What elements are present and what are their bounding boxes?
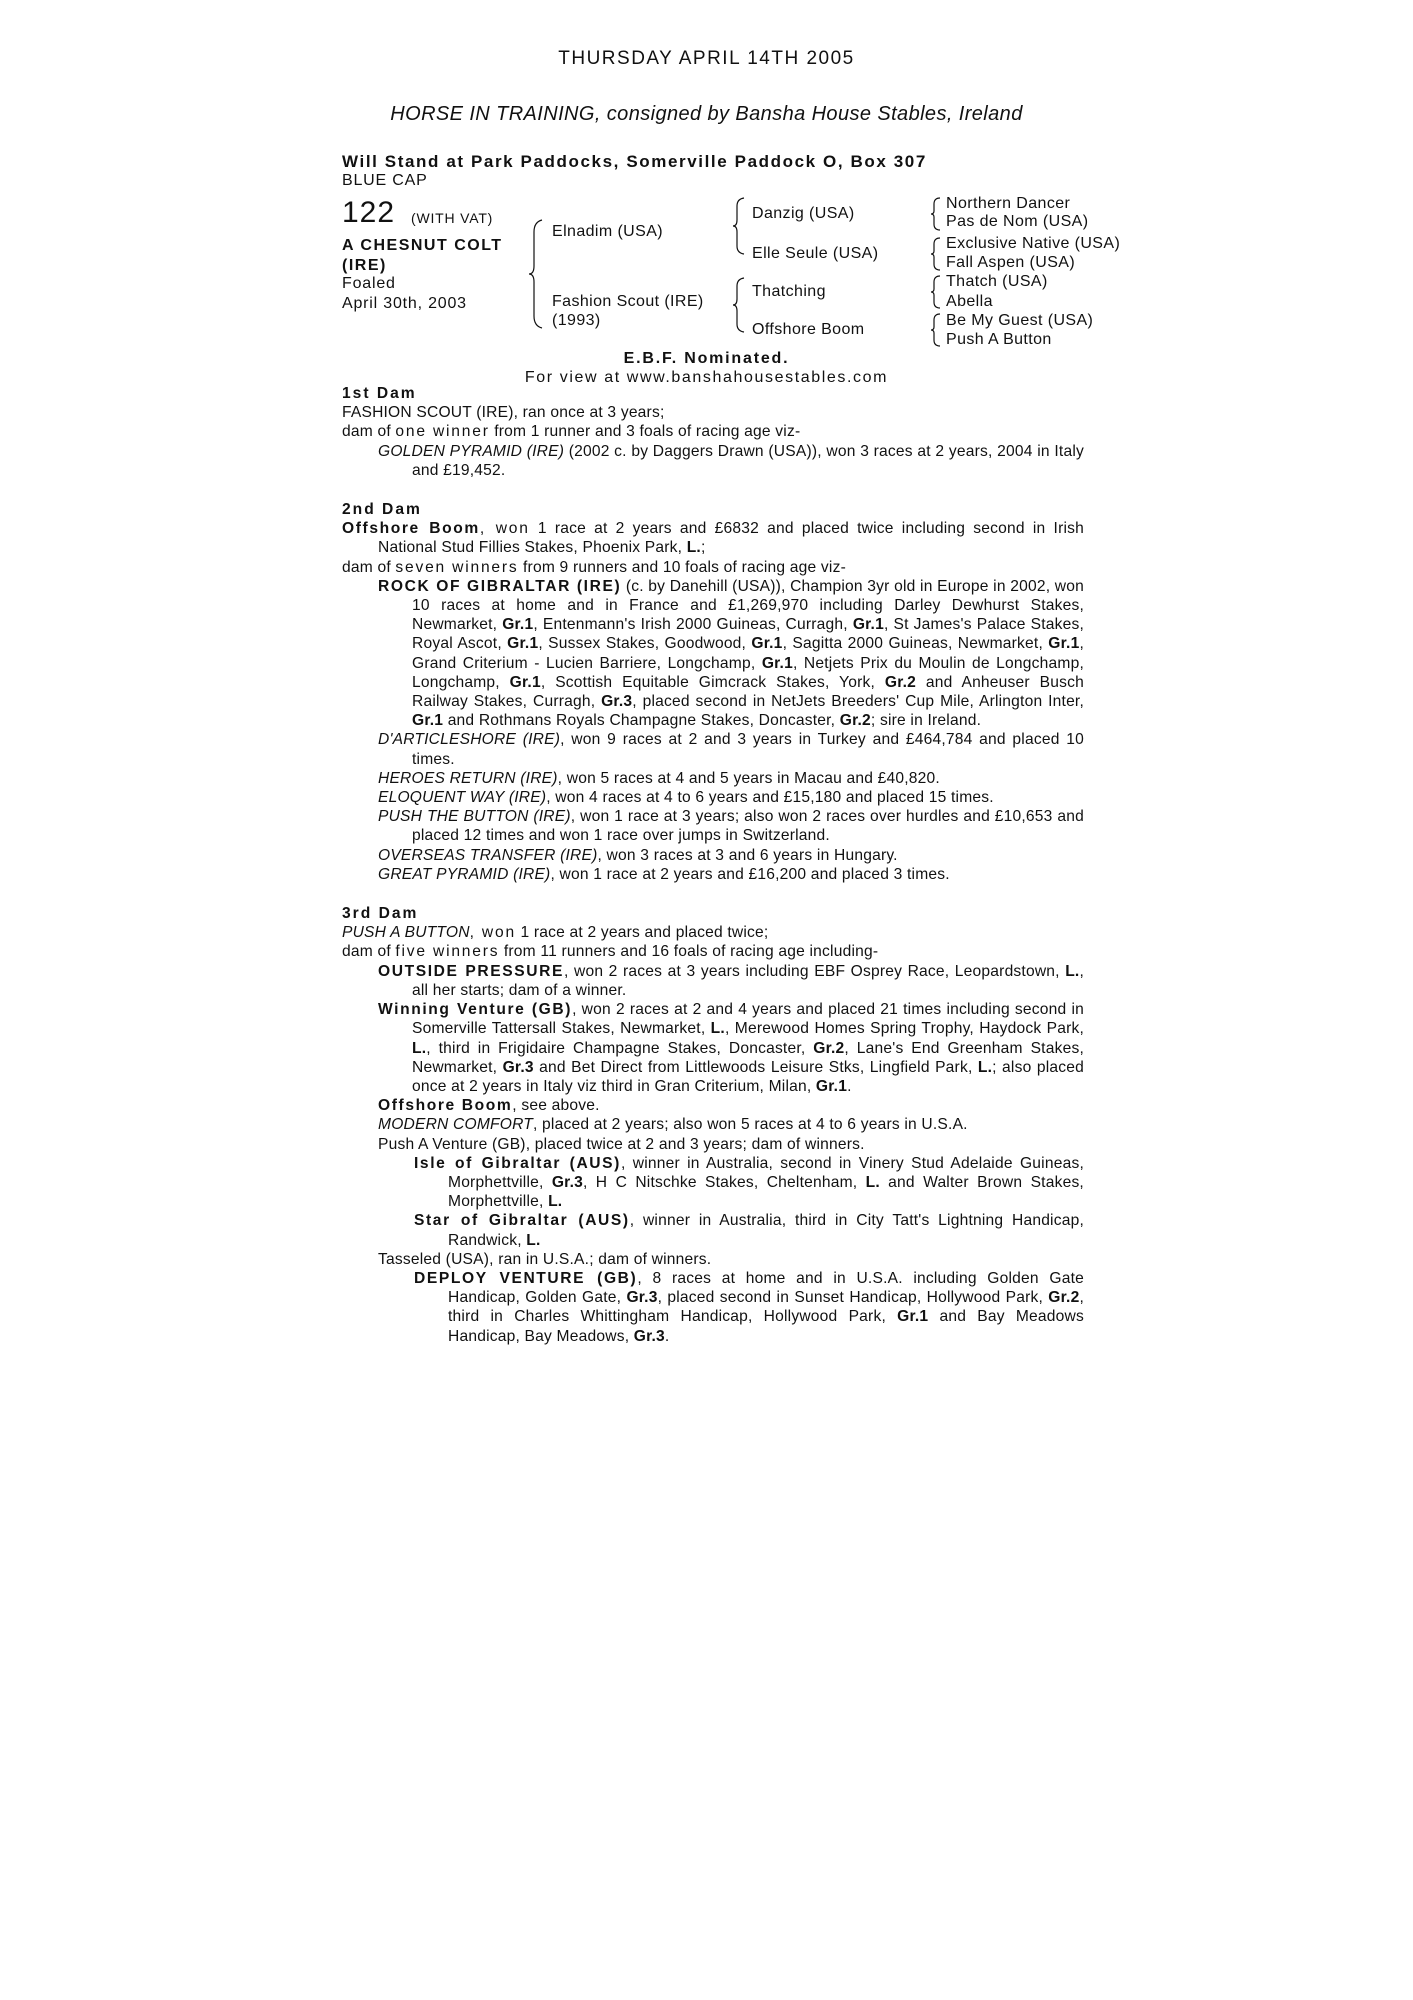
third-dam-produce: dam of five winners from 11 runners and 16 foals of racing age including- [342,943,879,961]
produce-entry: ROCK OF GIBRALTAR (IRE) (c. by Danehill (USA)), Champion 3yr old in Europe in 2002, won 10 races at home and in France and £1,269,970 including Darley Dewhurst Stakes, Newmarket, Gr.1, Entenmann's Irish 2000 Guineas, Curragh, Gr.1, St James's Palace Stakes, Royal Ascot, Gr.1, Sussex Stakes, Goodwood, Gr.1, Sagitta 2000 Guineas, Newmarket, Gr.1, Grand Criterium - Lucien Barriere, Longchamp, Gr.1, Netjets Prix du Moulin de Longchamp, Longchamp, Gr.1, Scottish Equitable Gimcrack Stakes, York, Gr.2 and Anheuser Busch Railway Stakes, Curragh, Gr.3, placed second in NetJets Breeders' Cup Mile, Arlington Inter, Gr.1 and Rothmans Royals Champagne Stakes, Doncaster, Gr.2; sire in Ireland. [378,577,1085,730]
third-dam-heading: 3rd Dam [342,905,419,923]
produce-entry: OUTSIDE PRESSURE, won 2 races at 3 years including EBF Osprey Race, Leopardstown, L., all her starts; dam of a winner. [378,962,1084,999]
produce-entry: Winning Venture (GB), won 2 races at 2 and 4 years and placed 21 times including second in Somerville Tattersall Stakes, Newmarket, L., Merewood Homes Spring Trophy, Haydock Park, L., third in Frigidaire Champagne Stakes, Doncaster, Gr.2, Lane's End Greenham Stakes, Newmarket, Gr.3 and Bet Direct from Littlewoods Leisure Stks, Lingfield Park, L.; also placed once at 2 years in Italy viz third in Gran Criterium, Milan, Gr.1. [378,1001,1085,1095]
produce-entry: D'ARTICLESHORE (IRE), won 9 races at 2 and 3 years in Turkey and £464,784 and placed 10 times. [378,731,1084,768]
horse-description: A CHESNUT COLT [342,237,503,254]
produce-entry: MODERN COMFORT, placed at 2 years; also won 5 races at 4 to 6 years in U.S.A. [378,1116,968,1134]
produce-entry: PUSH THE BUTTON (IRE), won 1 race at 3 years; also won 2 races over hurdles and £10,653 and placed 12 times and won 1 race over jumps in Switzerland. [378,808,1084,845]
pedigree-dam-year: (1993) [552,312,601,329]
second-dam-line: Offshore Boom, won 1 race at 2 years and £6832 and placed twice including second in Irish National Stud Fillies Stakes, Phoenix Park, L.; [342,520,1085,557]
produce-entry: HEROES RETURN (IRE), won 5 races at 4 and 5 years in Macau and £40,820. [378,769,940,787]
pedigree-dam-sire: Thatching [752,283,826,300]
pedigree-dds: Be My Guest (USA) [946,312,1094,329]
produce-entry: ELOQUENT WAY (IRE), won 4 races at 4 to 6 years and £15,180 and placed 15 times. [378,789,994,807]
produce-entry: Push A Venture (GB), placed twice at 2 and 3 years; dam of winners. [378,1135,865,1153]
stand-location: Will Stand at Park Paddocks, Somerville Paddock O, Box 307 [342,152,927,171]
pedigree-dam: Fashion Scout (IRE) [552,293,704,310]
view-note: For view at www.banshahousestables.com [524,369,889,386]
foaled-label: Foaled [342,275,396,292]
first-dam-heading: 1st Dam [342,385,417,402]
produce-entry: OVERSEAS TRANSFER (IRE), won 3 races at 3 and 6 years in Hungary. [378,846,898,864]
horse-origin: (IRE) [342,257,387,274]
sale-date: THURSDAY APRIL 14TH 2005 [558,48,855,69]
pedigree-ssd: Pas de Nom (USA) [946,213,1089,230]
ebf-note: E.B.F. Nominated. [623,350,790,367]
produce-entry: Isle of Gibraltar (AUS), winner in Australia, second in Vinery Stud Adelaide Guineas, Morphettville, Gr.3, H C Nitschke Stakes, Cheltenham, L. and Walter Brown Stakes, Morphettville, L. [414,1154,1084,1211]
pedigree-brace-ss [930,196,942,232]
third-dam-line: PUSH A BUTTON, won 1 race at 2 years and placed twice; [342,924,769,942]
pedigree-brace-main [528,218,546,330]
second-dam-heading: 2nd Dam [342,501,422,519]
vat-note: (WITH VAT) [411,210,494,226]
pedigree-sire: Elnadim (USA) [552,223,664,240]
pedigree-sire-sire: Danzig (USA) [752,205,855,222]
pedigree-brace-dd [930,312,942,348]
pedigree-sdd: Fall Aspen (USA) [946,254,1076,271]
produce-entry: Offshore Boom, see above. [378,1097,600,1115]
pedigree-sss: Northern Dancer [946,195,1071,212]
pedigree-dss: Thatch (USA) [946,273,1048,290]
produce-entry: GOLDEN PYRAMID (IRE) (2002 c. by Daggers Drawn (USA)), won 3 races at 2 years, 2004 in Italy and £19,452. [378,442,1084,479]
first-dam-line: FASHION SCOUT (IRE), ran once at 3 years; [342,404,665,422]
pedigree-sds: Exclusive Native (USA) [946,235,1121,252]
pedigree-dsd: Abella [946,293,993,310]
foaled-date: April 30th, 2003 [342,295,467,312]
produce-entry: GREAT PYRAMID (IRE), won 1 race at 2 years and £16,200 and placed 3 times. [378,865,950,883]
produce-entry: Star of Gibraltar (AUS), winner in Australia, third in City Tatt's Lightning Handicap, Randwick, L. [414,1212,1084,1249]
pedigree-brace-sire [732,196,746,256]
pedigree-brace-dam [732,276,746,334]
lot-number: 122 [342,196,396,229]
cap-colour: BLUE CAP [342,172,428,189]
pedigree-sire-dam: Elle Seule (USA) [752,245,879,262]
pedigree-ddd: Push A Button [946,331,1052,348]
pedigree-notes [342,384,1084,1346]
produce-entry: Tasseled (USA), ran in U.S.A.; dam of winners. [378,1250,712,1268]
first-dam-produce: dam of one winner from 1 runner and 3 foals of racing age viz- [342,423,801,441]
second-dam-produce: dam of seven winners from 9 runners and 10 foals of racing age viz- [342,558,846,576]
pedigree-brace-ds [930,274,942,310]
consignor-line: HORSE IN TRAINING, consigned by Bansha House Stables, Ireland [390,103,1023,125]
pedigree-dam-dam: Offshore Boom [752,321,865,338]
pedigree-brace-sd [930,236,942,272]
produce-entry: DEPLOY VENTURE (GB), 8 races at home and in U.S.A. including Golden Gate Handicap, Golden Gate, Gr.3, placed second in Sunset Handicap, Hollywood Park, Gr.2, third in Charles Whittingham Handicap, Hollywood Park, Gr.1 and Bay Meadows Handicap, Bay Meadows, Gr.3. [414,1269,1084,1345]
